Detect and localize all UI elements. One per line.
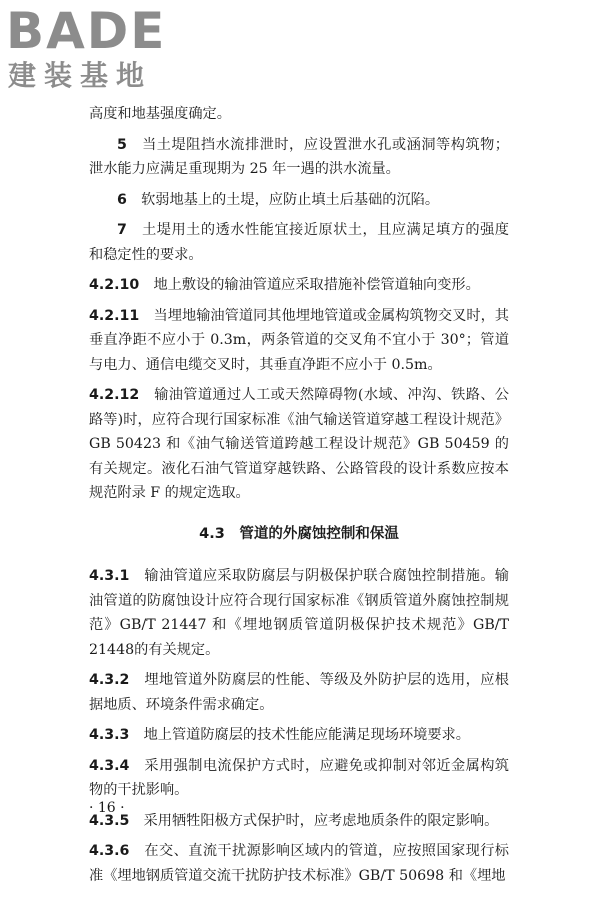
clause-item — [89, 133, 509, 182]
clause-number: 4.2.11 — [89, 307, 140, 324]
clause-text: 土堤用土的透水性能宜接近原状土，且应满足填方的强度和稳定性的要求。 — [89, 222, 509, 263]
clause-number: 4.3.2 — [89, 672, 130, 688]
clause-text: 埋地管道外防腐层的性能、等级及外防护层的选用，应根据地质、环境条件需求确定。 — [89, 672, 509, 713]
clause-item — [89, 668, 509, 717]
clause-item — [89, 188, 509, 213]
logo — [6, 4, 182, 96]
clause-number: 4.2.12 — [89, 387, 140, 403]
clause-item — [89, 273, 509, 298]
clause-item — [89, 564, 509, 662]
clause-text: 输油管道通过人工或天然障碍物(水域、冲沟、铁路、公路等)时，应符合现行国家标准《油气输送管道穿越工程设计规范》GB 50423 和《油气输送管道跨越工程设计规范》GB 50459 的有关规定。液化石油气管道穿越铁路、公路管段的设计系数应按本规范附录 F 的规定选取。 — [89, 387, 509, 501]
clause-text: 当埋地输油管道同其他埋地管道或金属构筑物交叉时，其垂直净距不应小于 0.3m，两条管道的交叉角不宜小于 30°；管道与电力、通信电缆交叉时，其垂直净距不应小于 0.5m。 — [89, 307, 509, 373]
clause-number: 4.3.1 — [89, 568, 130, 584]
paragraph-text: 高度和地基强度确定。 — [89, 106, 231, 122]
clause-text: 输油管道应采取防腐层与阴极保护联合腐蚀控制措施。输油管道的防腐蚀设计应符合现行国家标准《钢质管道外腐蚀控制规范》GB/T 21447 和《埋地钢质管道阴极保护技术规范》GB/T 21448的有关规定。 — [89, 568, 509, 658]
clause-item — [89, 218, 509, 267]
clause-number: 6 — [117, 191, 127, 208]
clause-text: 采用牺牲阳极方式保护时，应考虑地质条件的限定影响。 — [143, 812, 499, 829]
page-number: · 16 · — [89, 800, 125, 816]
paragraph-continuation — [89, 102, 509, 127]
logo-wordmark: BADE — [6, 2, 167, 60]
clause-text: 地上管道防腐层的技术性能应能满足现场环境要求。 — [143, 727, 470, 743]
clause-text: 软弱地基上的土堤，应防止填土后基础的沉陷。 — [141, 191, 440, 208]
clause-item — [89, 839, 509, 888]
clause-text: 当土堤阻挡水流排泄时，应设置泄水孔或涵洞等构筑物；泄水能力应满足重现期为 25 年一遇的洪水流量。 — [89, 136, 509, 177]
clause-number: 4.2.10 — [89, 277, 140, 293]
clause-number: 4.3.3 — [89, 727, 130, 743]
logo-subtitle: 建装基地 — [8, 59, 153, 92]
document-body — [89, 102, 509, 888]
clause-number: 4.3.6 — [89, 843, 130, 859]
section-heading: 4.3 管道的外腐蚀控制和保温 — [199, 525, 399, 542]
clause-item — [89, 383, 509, 506]
clause-number: 4.3.4 — [89, 757, 130, 774]
clause-item — [89, 304, 509, 378]
clause-item — [89, 723, 509, 748]
clause-number: 7 — [117, 222, 127, 238]
clause-item — [89, 809, 509, 834]
clause-text: 在交、直流干扰源影响区域内的管道，应按照国家现行标准《埋地钢质管道交流干扰防护技术标准》GB/T 50698 和《埋地 — [89, 843, 509, 884]
clause-item — [89, 754, 509, 803]
clause-number: 5 — [117, 136, 127, 153]
clause-text: 地上敷设的输油管道应采取措施补偿管道轴向变形。 — [153, 277, 480, 293]
clause-text: 采用强制电流保护方式时，应避免或抑制对邻近金属构筑物的干扰影响。 — [89, 757, 509, 798]
clause-number: 4.3.5 — [89, 812, 130, 829]
